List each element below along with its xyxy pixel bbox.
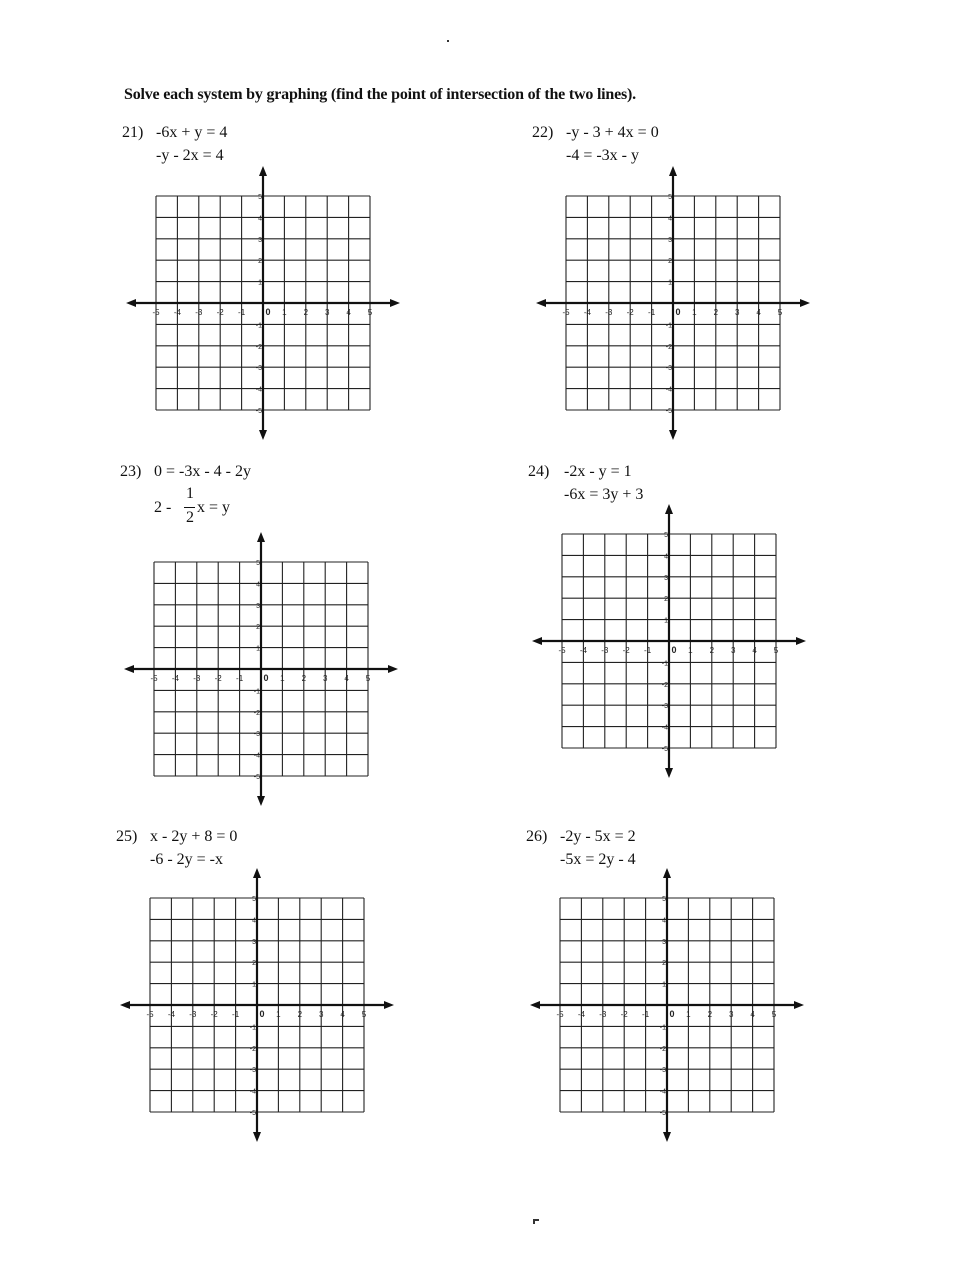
x-tick-label: -1 [642, 1010, 650, 1019]
x-tick-label: 3 [324, 308, 330, 317]
x-tick-label: 3 [730, 646, 736, 655]
y-tick-label: 1 [252, 981, 256, 989]
y-tick-label: 2 [664, 596, 668, 604]
arrow-right-icon [800, 299, 810, 307]
y-tick-label: -4 [659, 1088, 666, 1096]
arrow-right-icon [794, 1001, 804, 1009]
x-tick-label: -5 [556, 1010, 564, 1019]
x-tick-label: 0 [675, 307, 681, 317]
x-tick-label: -2 [622, 646, 630, 655]
x-tick-label: 0 [259, 1009, 265, 1019]
y-tick-label: -1 [253, 688, 260, 696]
y-tick-label: 2 [668, 258, 672, 266]
y-tick-label: -2 [665, 343, 672, 351]
instructions: Solve each system by graphing (find the point of intersection of the two lines). [124, 86, 636, 103]
x-tick-label: -2 [626, 308, 634, 317]
arrow-up-icon [257, 532, 265, 542]
arrow-left-icon [536, 299, 546, 307]
x-tick-label: -5 [150, 674, 158, 683]
x-tick-label: -3 [195, 308, 203, 317]
arrow-down-icon [253, 1132, 261, 1142]
x-tick-label: 1 [688, 646, 693, 655]
x-tick-label: -3 [189, 1010, 197, 1019]
equation-1: -6x + y = 4 [156, 124, 228, 141]
equation-2-suffix: x = y [197, 499, 231, 516]
problem-number: 21) [122, 124, 144, 141]
x-tick-label: 1 [276, 1010, 281, 1019]
y-tick-label: -5 [255, 408, 262, 415]
coordinate-grid[interactable] [120, 463, 420, 803]
y-tick-label: 1 [258, 279, 262, 287]
y-tick-label: -5 [249, 1110, 256, 1117]
x-tick-label: -1 [238, 308, 246, 317]
arrow-right-icon [388, 665, 398, 673]
x-tick-label: 3 [728, 1010, 734, 1019]
x-tick-label: -2 [214, 674, 222, 683]
equation-2: -5x = 2y - 4 [560, 851, 636, 868]
y-tick-label: -3 [665, 365, 672, 373]
y-tick-label: 4 [258, 215, 262, 223]
y-tick-label: -2 [253, 709, 260, 717]
x-tick-label: -1 [648, 308, 656, 317]
y-tick-label: -5 [659, 1110, 666, 1117]
arrow-up-icon [259, 166, 267, 176]
x-tick-label: 4 [752, 646, 757, 655]
y-tick-label: -3 [255, 365, 262, 373]
equation-1: -2y - 5x = 2 [560, 828, 636, 845]
x-tick-label: -4 [173, 308, 181, 317]
y-tick-label: -5 [661, 746, 668, 753]
y-tick-label: 4 [662, 917, 666, 925]
arrow-left-icon [124, 665, 134, 673]
y-tick-label: -3 [661, 703, 668, 711]
y-tick-label: -1 [249, 1024, 256, 1032]
x-tick-label: 1 [692, 308, 697, 317]
y-tick-label: 5 [252, 896, 256, 903]
y-tick-label: 2 [662, 960, 666, 968]
x-tick-label: -4 [167, 1010, 175, 1019]
equation-2-prefix: 2 - [154, 499, 172, 516]
x-tick-label: 2 [297, 1010, 303, 1019]
x-tick-label: -4 [583, 308, 591, 317]
x-tick-label: 2 [709, 646, 715, 655]
coordinate-grid[interactable] [532, 124, 832, 444]
equation-2: -4 = -3x - y [566, 147, 640, 164]
x-tick-label: 4 [346, 308, 351, 317]
arrow-down-icon [257, 796, 265, 806]
x-tick-label: 4 [340, 1010, 345, 1019]
arrow-up-icon [669, 166, 677, 176]
x-tick-label: 0 [263, 673, 269, 683]
arrow-right-icon [390, 299, 400, 307]
problem-23 [120, 463, 540, 823]
arrow-left-icon [120, 1001, 130, 1009]
coordinate-grid[interactable] [116, 828, 416, 1148]
x-tick-label: 5 [771, 1010, 777, 1019]
x-tick-label: -4 [577, 1010, 585, 1019]
problem-number: 25) [116, 828, 138, 845]
x-tick-label: -1 [232, 1010, 240, 1019]
x-tick-label: -2 [620, 1010, 628, 1019]
arrow-up-icon [665, 504, 673, 514]
x-tick-label: -3 [601, 646, 609, 655]
equation-1: -y - 3 + 4x = 0 [566, 124, 659, 141]
arrow-up-icon [663, 868, 671, 878]
problem-number: 24) [528, 463, 550, 480]
x-tick-label: -5 [152, 308, 160, 317]
equation-2: -y - 2x = 4 [156, 147, 224, 164]
y-tick-label: 1 [662, 981, 666, 989]
y-tick-label: 4 [252, 917, 256, 925]
x-tick-label: -1 [236, 674, 244, 683]
scan-speck [447, 40, 449, 42]
y-tick-label: -2 [659, 1045, 666, 1053]
y-tick-label: -4 [661, 724, 668, 732]
x-tick-label: 5 [365, 674, 371, 683]
x-tick-label: 4 [756, 308, 761, 317]
x-tick-label: 3 [318, 1010, 324, 1019]
x-tick-label: 5 [367, 308, 373, 317]
equation-1: 0 = -3x - 4 - 2y [154, 463, 252, 480]
x-tick-label: 2 [713, 308, 719, 317]
x-tick-label: -3 [193, 674, 201, 683]
y-tick-label: 3 [256, 602, 260, 610]
x-tick-label: 4 [344, 674, 349, 683]
y-tick-label: 3 [664, 574, 668, 582]
x-tick-label: 2 [303, 308, 309, 317]
coordinate-grid[interactable] [122, 124, 422, 444]
x-tick-label: 5 [777, 308, 783, 317]
y-tick-label: 5 [664, 532, 668, 539]
y-tick-label: -1 [659, 1024, 666, 1032]
arrow-left-icon [126, 299, 136, 307]
arrow-right-icon [796, 637, 806, 645]
x-tick-label: -4 [171, 674, 179, 683]
y-tick-label: 5 [256, 560, 260, 567]
y-tick-label: 3 [252, 938, 256, 946]
x-tick-label: 3 [322, 674, 328, 683]
y-tick-label: -5 [253, 774, 260, 781]
arrow-up-icon [253, 868, 261, 878]
x-tick-label: -5 [558, 646, 566, 655]
problem-number: 23) [120, 463, 142, 480]
y-tick-label: -3 [253, 731, 260, 739]
problem-21 [122, 124, 542, 484]
y-tick-label: 4 [256, 581, 260, 589]
arrow-left-icon [530, 1001, 540, 1009]
x-tick-label: 4 [750, 1010, 755, 1019]
x-tick-label: 3 [734, 308, 740, 317]
coordinate-grid[interactable] [528, 463, 828, 783]
y-tick-label: 4 [664, 553, 668, 561]
problem-24 [528, 463, 948, 823]
y-tick-label: -4 [253, 752, 260, 760]
coordinate-grid[interactable] [526, 828, 826, 1148]
y-tick-label: 1 [668, 279, 672, 287]
arrow-down-icon [663, 1132, 671, 1142]
y-tick-label: 3 [668, 236, 672, 244]
y-tick-label: -2 [661, 681, 668, 689]
x-tick-label: 0 [671, 645, 677, 655]
x-tick-label: 5 [773, 646, 779, 655]
arrow-left-icon [532, 637, 542, 645]
y-tick-label: 3 [258, 236, 262, 244]
arrow-down-icon [665, 768, 673, 778]
scan-speck [533, 1219, 535, 1224]
y-tick-label: 1 [664, 617, 668, 625]
x-tick-label: 5 [361, 1010, 367, 1019]
y-tick-label: 2 [252, 960, 256, 968]
equation-1: -2x - y = 1 [564, 463, 632, 480]
x-tick-label: -5 [562, 308, 570, 317]
x-tick-label: -1 [644, 646, 652, 655]
x-tick-label: 1 [280, 674, 285, 683]
fraction-numerator: 1 [186, 485, 194, 502]
equation-2: -6 - 2y = -x [150, 851, 224, 868]
x-tick-label: 0 [265, 307, 271, 317]
fraction-denominator: 2 [186, 509, 194, 526]
y-tick-label: -3 [249, 1067, 256, 1075]
equation-2: -6x = 3y + 3 [564, 486, 644, 503]
arrow-down-icon [669, 430, 677, 440]
y-tick-label: -1 [665, 322, 672, 330]
y-tick-label: -3 [659, 1067, 666, 1075]
problem-number: 26) [526, 828, 548, 845]
x-tick-label: 1 [282, 308, 287, 317]
x-tick-label: 2 [301, 674, 307, 683]
y-tick-label: 1 [256, 645, 260, 653]
x-tick-label: -3 [599, 1010, 607, 1019]
problem-26 [526, 828, 946, 1188]
equation-1: x - 2y + 8 = 0 [150, 828, 238, 845]
y-tick-label: 2 [258, 258, 262, 266]
x-tick-label: -2 [216, 308, 224, 317]
y-tick-label: -1 [255, 322, 262, 330]
x-tick-label: 2 [707, 1010, 713, 1019]
x-tick-label: -5 [146, 1010, 154, 1019]
problem-25 [116, 828, 536, 1188]
x-tick-label: 1 [686, 1010, 691, 1019]
arrow-down-icon [259, 430, 267, 440]
x-tick-label: -4 [579, 646, 587, 655]
problem-number: 22) [532, 124, 554, 141]
y-tick-label: -2 [255, 343, 262, 351]
y-tick-label: -4 [255, 386, 262, 394]
y-tick-label: 3 [662, 938, 666, 946]
x-tick-label: -3 [605, 308, 613, 317]
y-tick-label: 5 [258, 194, 262, 201]
arrow-right-icon [384, 1001, 394, 1009]
y-tick-label: 5 [668, 194, 672, 201]
y-tick-label: 4 [668, 215, 672, 223]
y-tick-label: -4 [665, 386, 672, 394]
y-tick-label: 2 [256, 624, 260, 632]
y-tick-label: -4 [249, 1088, 256, 1096]
y-tick-label: -2 [249, 1045, 256, 1053]
y-tick-label: -5 [665, 408, 672, 415]
y-tick-label: 5 [662, 896, 666, 903]
y-tick-label: -1 [661, 660, 668, 668]
x-tick-label: 0 [669, 1009, 675, 1019]
x-tick-label: -2 [210, 1010, 218, 1019]
problem-22 [532, 124, 952, 484]
